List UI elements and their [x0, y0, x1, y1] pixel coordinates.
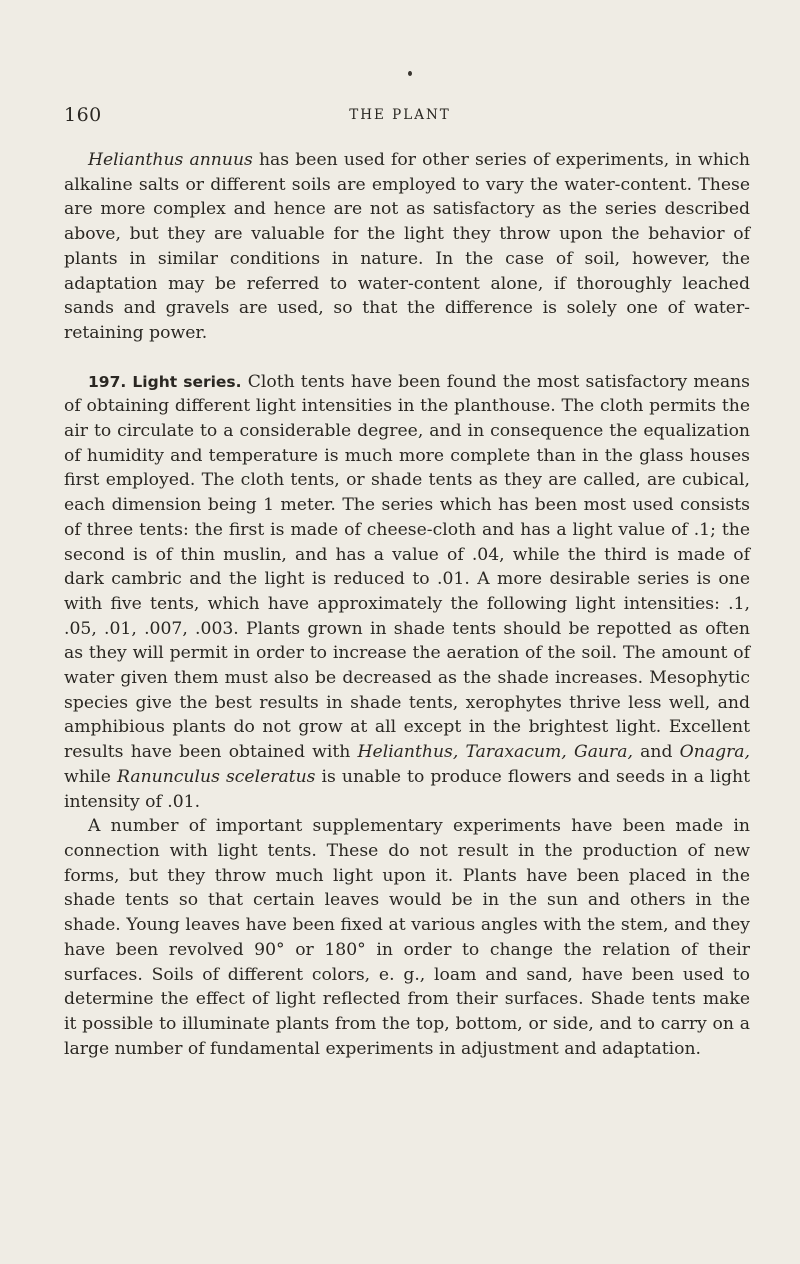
page-number: 160 [64, 104, 102, 126]
ink-speck [408, 71, 412, 76]
paragraph-text: and [632, 742, 680, 763]
paragraph-text: while [64, 766, 118, 787]
genus-name: Onagra, [679, 742, 750, 763]
paragraph-supplementary-experiments: A number of important supplementary experiments have been made in connection with light tents. These do not result in the production of new forms, but they throw much light upon it. Plants have been placed in the shade tents so that certain leaves would be in the sun and others in the shade. Young leaves have been fixed at various angles with the stem, and they have been revolved 90° or 180° in order to change the relation of their surfaces. Soils of different colors, e. g., loam and sand, have been used to determine the effect of light reflected from their surfaces. Shade tents make it possible to illuminate plants from the top, bottom, or side, and to carry on a large number of fundamental experiments in adjustment and adaptation. [64, 816, 750, 1059]
section-number: 197. [88, 372, 127, 391]
paragraph-text: has been used for other series of experiments, in which alkaline salts or different soils are employed to vary the water-content. These are more complex and hence are not as satisfactory as the series described above, but they are valuable for the light they throw upon the behavior of plants in similar conditions in nature. In the case of soil, however, the adaptation may be referred to water-content alone, if thoroughly leached sands and gravels are used, so that the difference is solely one of water-retaining power. [64, 150, 750, 343]
paragraph-text: Cloth tents have been found the most satisfactory means of obtaining different light intensities in the planthouse. The cloth permits the air to circulate to a considerable degree, and in consequence the equalization of humidity and temperature is much more complete than in the glass houses first employed. The cloth tents, or shade tents as they are called, are cubical, each dimension being 1 meter. The series which has been most used consists of three tents: the first is made of cheese-cloth and has a light value of .1; the second is of thin muslin, and has a value of .04, while the third is made of dark cambric and the light is reduced to .01. A more desirable series is one with five tents, which have approximately the following light intensities: .1, .05, .01, .007, .003. Plants grown in shade tents should be repotted as often as they will permit in order to increase the aeration of the soil. The amount of water given them must also be decreased as the shade increases. Mesophytic species give the best results in shade tents, xerophytes thrive less well, and amphibious plants do not grow at all except in the brightest light. Excellent results have been obtained with [64, 371, 750, 763]
section-title: Light series. [132, 372, 242, 391]
paragraph-helianthus [64, 148, 750, 346]
page-header [64, 104, 736, 130]
genus-list: Helianthus, Taraxacum, Gaura, [357, 742, 633, 763]
species-name: Ranunculus sceleratus [117, 766, 316, 787]
section-197-light-series [64, 370, 750, 815]
page-body [64, 148, 750, 1061]
species-name: Helianthus annuus [88, 150, 253, 170]
running-head: THE PLANT [349, 107, 451, 123]
paragraph-text: is unable to produce flowers and seeds in a light intensity of .01. [64, 766, 750, 812]
